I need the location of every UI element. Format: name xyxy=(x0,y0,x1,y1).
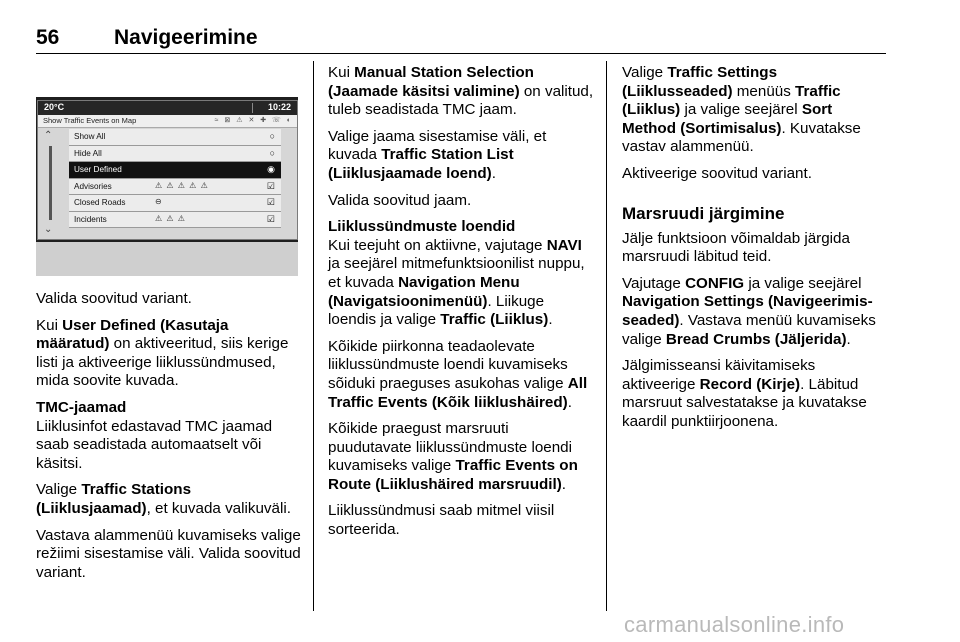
paragraph xyxy=(622,357,888,431)
text: . xyxy=(567,393,572,411)
list-item-label: Advisories xyxy=(74,181,112,191)
text: on valitud, tuleb seadistada TMC jaam. xyxy=(328,82,594,119)
paragraph xyxy=(328,128,594,184)
list-item-advisories[interactable] xyxy=(69,179,281,196)
paragraph xyxy=(328,420,594,494)
menu-term: Traffic Events on Route (Liiklushäired marsruudil) xyxy=(328,457,578,493)
page-number: 56 xyxy=(36,26,60,49)
menu-term: All Traffic Events (Kõik liiklushäired) xyxy=(328,374,588,411)
text: ja valige seejärel xyxy=(744,274,862,292)
chapter-title: Navigeerimine xyxy=(114,26,258,49)
list-item-incidents[interactable] xyxy=(69,212,281,229)
menu-term: User Defined (Kasutaja määratud) xyxy=(36,316,229,353)
temperature-readout: 20°C xyxy=(44,102,65,112)
subheading-event-lists: Liiklussündmuste loendid xyxy=(328,218,516,236)
paragraph: Liiklusinfot edastavad TMC jaamad saab seadistada automaatselt või käsitsi. xyxy=(36,417,273,472)
display-screen xyxy=(37,100,298,240)
list-item-show-all[interactable] xyxy=(69,129,281,146)
checkbox-icon[interactable]: ☑ xyxy=(266,197,275,207)
traffic-event-list xyxy=(69,129,281,228)
scrollbar[interactable] xyxy=(38,128,62,239)
text: Kõikide piirkonna teadaolevate liiklussündmuste loendi kuvamiseks sõiduki praeguses asukohas valige xyxy=(328,337,568,392)
text: menüüs xyxy=(732,82,796,100)
paragraph: Valida soovitud jaam. xyxy=(328,191,472,209)
text: . xyxy=(491,164,496,182)
text: . Vastava menüü kuvamiseks valige xyxy=(622,311,876,348)
column-divider-1 xyxy=(313,61,314,611)
list-item-label: Hide All xyxy=(74,148,102,158)
text: ja valige seejärel xyxy=(680,101,802,119)
button-term: NAVI xyxy=(546,236,582,254)
list-item-label: User Defined xyxy=(74,165,122,174)
text: Jälgimisseansi käivitamiseks aktiveerige xyxy=(622,357,816,393)
menu-term: Traffic Settings (Liiklusseaded) xyxy=(622,64,778,100)
paragraph xyxy=(36,481,304,518)
screen-title-bar xyxy=(38,115,297,128)
paragraph xyxy=(622,64,888,157)
checkbox-icon[interactable]: ☑ xyxy=(266,180,275,191)
screen-illustration xyxy=(36,97,298,276)
text: on aktiveeritud, siis kerige listi ja aktiveerige liiklussündmused, mida soovite kuvada. xyxy=(36,335,289,390)
text: Valige xyxy=(36,481,82,499)
text: ja seejärel mitmefunktsioonilist nuppu, et kuvada xyxy=(328,255,585,291)
checkbox-icon[interactable]: ☑ xyxy=(266,213,275,224)
column-1 xyxy=(36,290,304,590)
status-separator xyxy=(252,103,253,113)
text: Kui xyxy=(36,316,63,334)
menu-term: Sort Method (Sortimisalus) xyxy=(622,101,833,137)
page-header xyxy=(36,22,886,56)
header-rule xyxy=(36,53,886,54)
list-item-closed-roads[interactable] xyxy=(69,195,281,212)
radio-selected-icon[interactable]: ◉ xyxy=(267,164,275,174)
list-item-label: Closed Roads xyxy=(74,198,126,207)
scroll-down-icon[interactable]: ⌄ xyxy=(44,224,53,235)
paragraph: Vastava alammenüü kuvamiseks valige režiimi sisestamise väli. Valida soovitud variant. xyxy=(36,526,301,581)
watermark: carmanualsonline.info xyxy=(624,612,845,637)
text: . Läbitud marsruut salvestatakse ja kuvatakse kaardil punktiirjoonena. xyxy=(622,375,867,430)
menu-term: Manual Station Selection (Jaamade käsitsi valimine) xyxy=(328,64,534,100)
text: . Liikuge loendis ja valige xyxy=(328,292,545,329)
list-item-label: Incidents xyxy=(74,214,107,224)
text: . xyxy=(561,475,566,493)
incident-icons: ⚠ ⚠ ⚠ xyxy=(155,213,186,223)
paragraph: Valida soovitud variant. xyxy=(36,290,192,307)
text: Kõikide praegust marsruuti puudutavate liiklussündmuste loendi kuvamiseks valige xyxy=(328,420,573,475)
paragraph xyxy=(622,275,888,349)
menu-term: Traffic Station List (Liiklusjaamade loend) xyxy=(328,146,514,182)
menu-term: Navigation Settings (Navigeerimis-seaded) xyxy=(622,293,873,329)
text: . xyxy=(846,330,851,348)
text: Valige xyxy=(622,64,668,81)
text: Valige jaama sisestamise väli, et kuvada xyxy=(328,127,547,164)
warning-icons: ⚠ ⚠ ⚠ ⚠ ⚠ xyxy=(155,180,209,190)
radio-icon[interactable]: ○ xyxy=(269,147,275,158)
list-item-user-defined[interactable] xyxy=(69,162,281,179)
text: . Kuvatakse vastav alammenüü. xyxy=(622,119,861,156)
text: Vajutage xyxy=(622,274,686,292)
text: . xyxy=(548,311,553,329)
screen-title: Show Traffic Events on Map xyxy=(43,116,137,125)
clock-readout: 10:22 xyxy=(267,102,291,112)
scroll-track[interactable] xyxy=(49,146,52,220)
paragraph: Aktiveerige soovitud variant. xyxy=(622,164,812,182)
section-title: Marsruudi järgimine xyxy=(622,203,785,223)
road-closed-icon: ⊖ xyxy=(155,197,163,206)
button-term: CONFIG xyxy=(685,274,745,292)
status-bar xyxy=(38,101,297,115)
paragraph: Jälje funktsioon võimaldab järgida marsruudi läbitud teid. xyxy=(622,229,850,266)
text: Kui teejuht on aktiivne, vajutage xyxy=(328,236,547,254)
menu-term: Traffic (Liiklus) xyxy=(622,82,841,119)
list-item-label: Show All xyxy=(74,132,106,141)
menu-term: Bread Crumbs (Jäljerida) xyxy=(665,330,847,348)
column-3 xyxy=(622,64,888,440)
column-divider-2 xyxy=(606,61,607,611)
paragraph xyxy=(36,317,304,391)
paragraph xyxy=(328,64,594,120)
status-icons: ≈ ⊠ ⚠ ✕ ✚ ☏ ◐ xyxy=(214,117,293,124)
scroll-up-icon[interactable]: ⌃ xyxy=(44,130,53,141)
text: , et kuvada valikuväli. xyxy=(146,499,291,517)
menu-term: Record (Kirje) xyxy=(699,375,801,393)
list-item-hide-all[interactable] xyxy=(69,146,281,163)
text: Kui xyxy=(328,64,355,81)
radio-icon[interactable]: ○ xyxy=(269,131,275,141)
paragraph xyxy=(328,237,594,330)
paragraph xyxy=(328,338,594,412)
menu-term: Navigation Menu (Navigatsioonimenüü) xyxy=(328,273,520,310)
paragraph: Liiklussündmusi saab mitmel viisil sorteerida. xyxy=(328,502,555,539)
screen-illustration-base xyxy=(36,242,298,276)
menu-term: Traffic (Liiklus) xyxy=(440,311,549,329)
column-2 xyxy=(328,64,594,548)
subheading-tmc: TMC-jaamad xyxy=(36,398,127,416)
menu-term: Traffic Stations (Liiklusjaamad) xyxy=(36,481,192,517)
